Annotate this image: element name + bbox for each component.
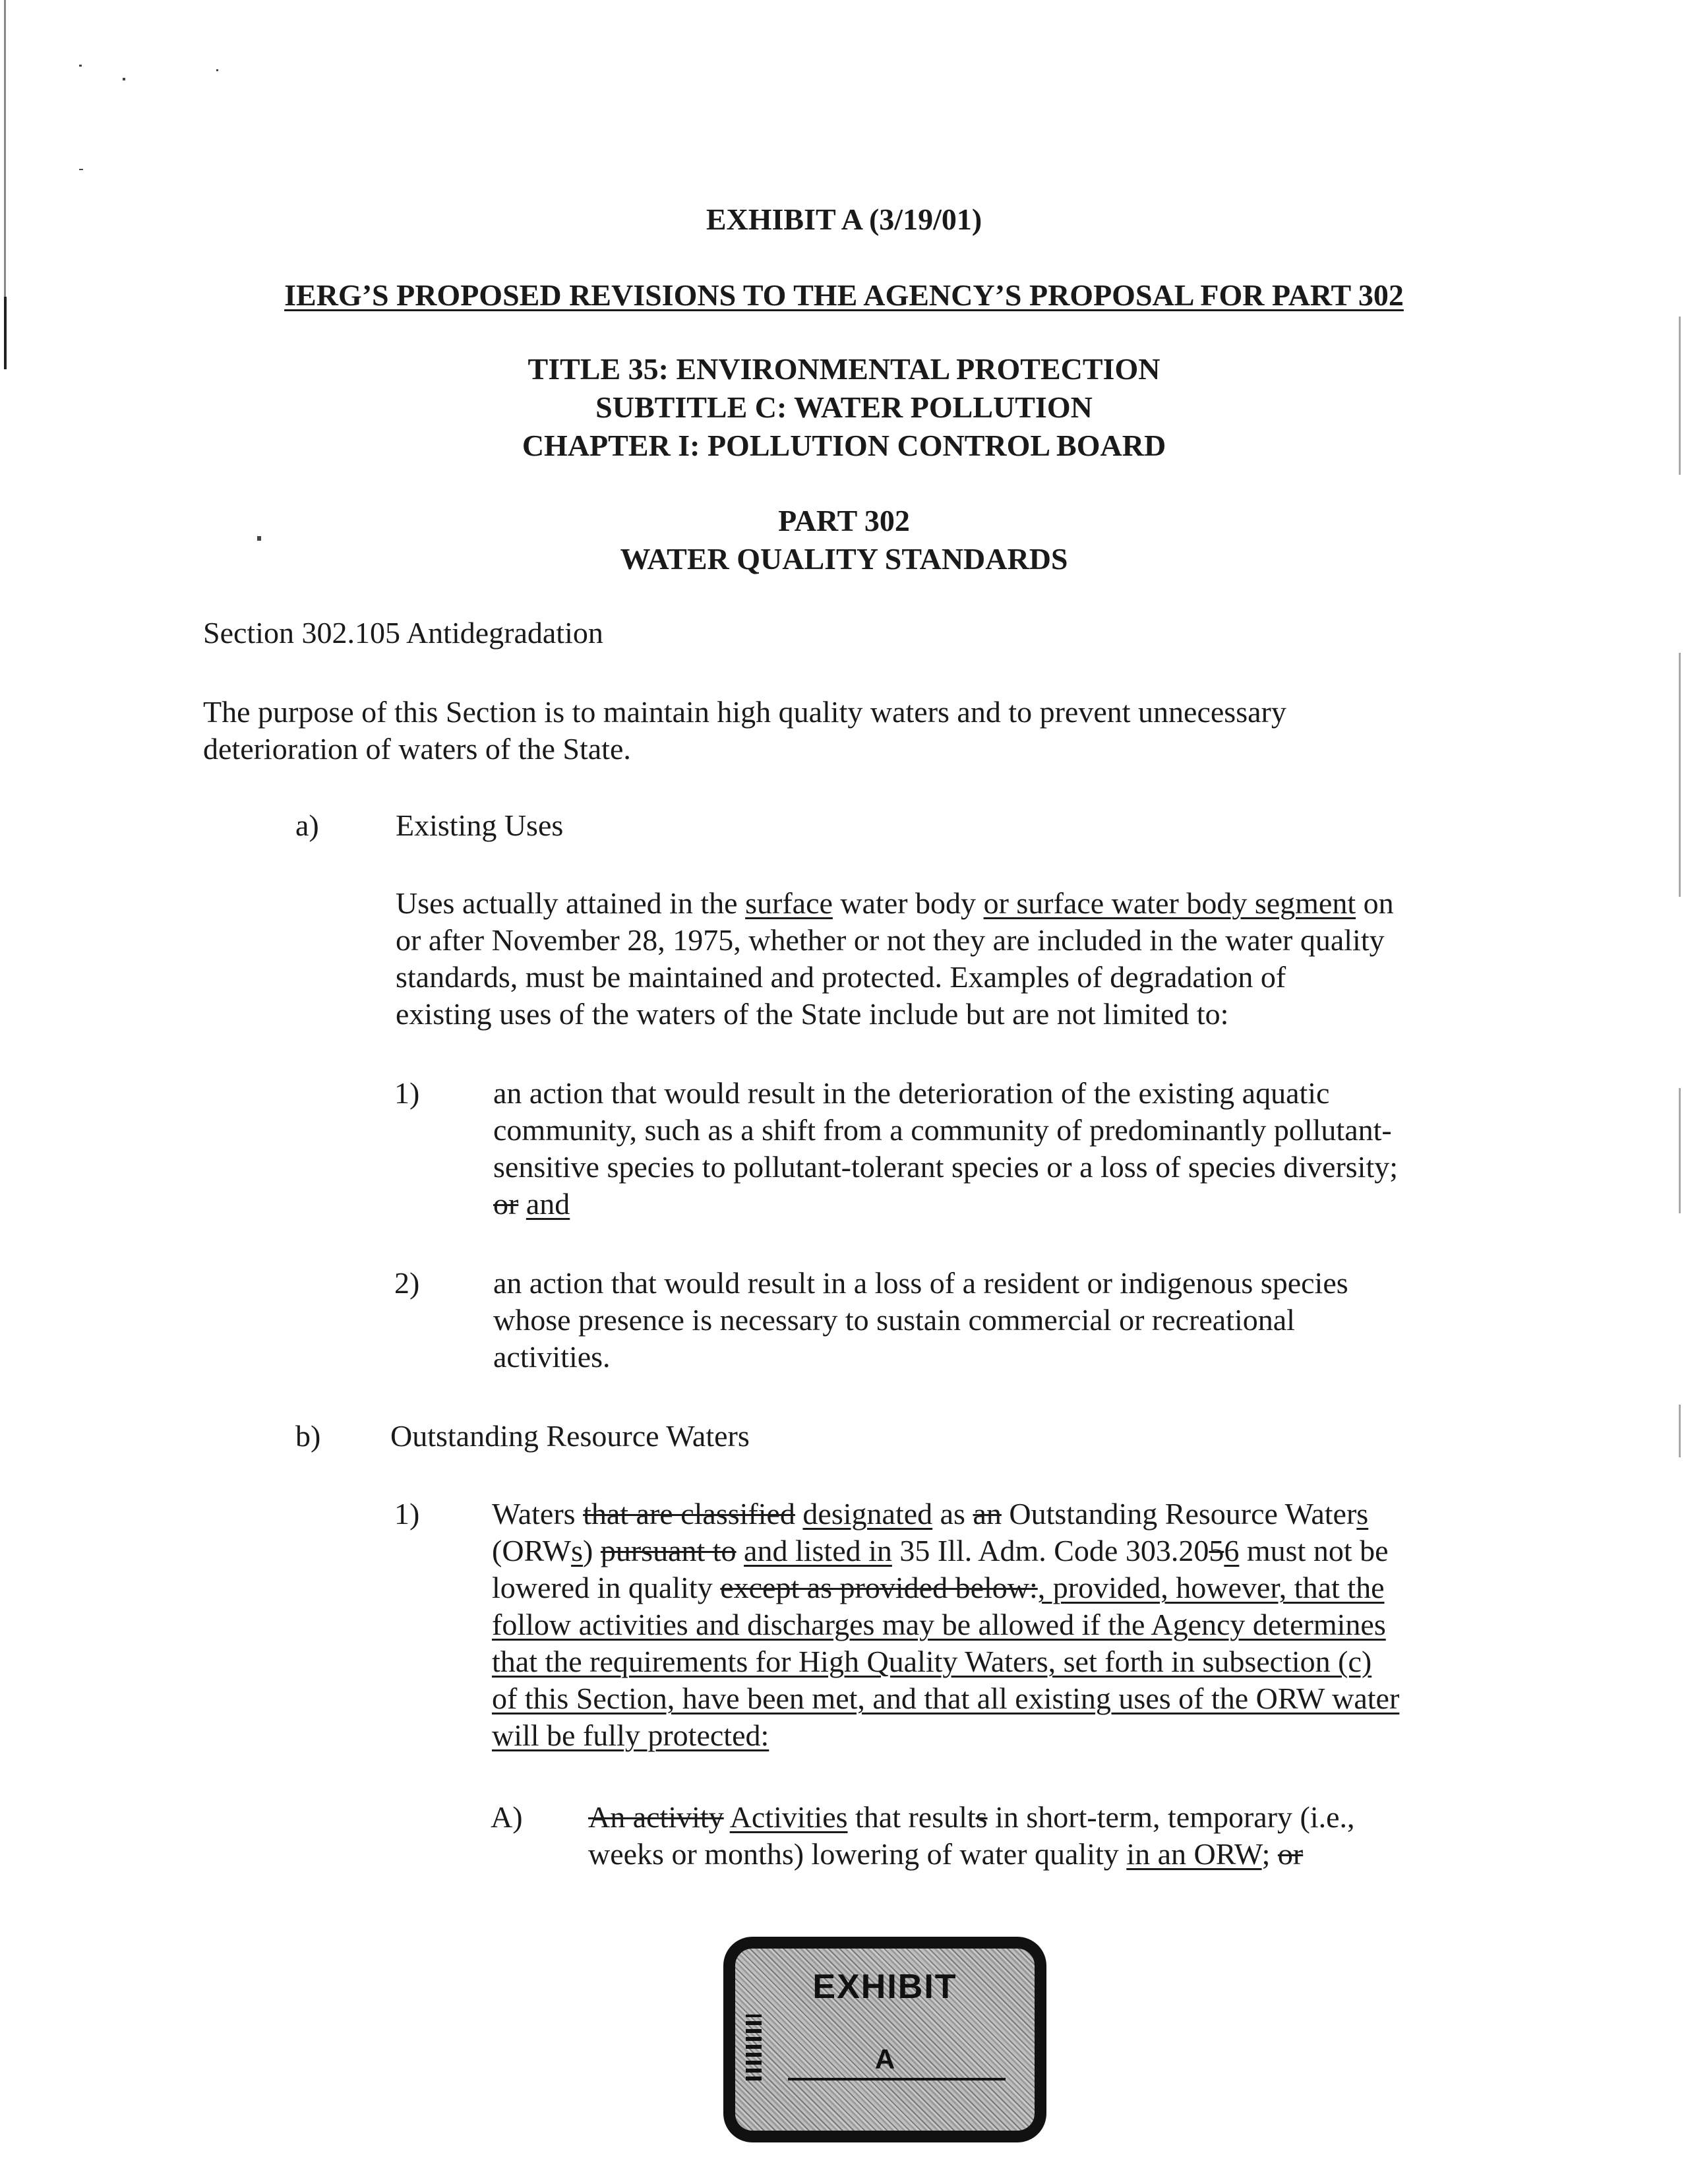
item-b1a-line-2: weeks or months) lowering of water quality in an ORW; or [588,1837,1304,1871]
scan-speck [1679,1088,1681,1213]
chapter-line: CHAPTER I: POLLUTION CONTROL BOARD [522,429,1166,462]
item-b1-number: 1) [394,1497,420,1531]
item-a1-line-1: an action that would result in the deterioration of the existing aquatic [493,1076,1330,1110]
subsection-a-line-2: or after November 28, 1975, whether or not they are included in the water quality [396,923,1385,957]
item-b1-line-6: of this Section, have been met, and that all existing uses of the ORW water [492,1682,1400,1715]
item-a2-line-3: activities. [493,1340,611,1374]
item-a1-line-2: community, such as a shift from a community of predominantly pollutant- [493,1113,1392,1147]
subsection-a-label: a) [295,808,319,842]
item-b1a-line-1: An activity Activities that results in short-term, temporary (i.e., [588,1800,1355,1834]
item-a1-line-4: or and [493,1187,570,1221]
stamp-letter: A [874,2044,895,2075]
subsection-a-heading: Existing Uses [396,808,564,842]
exhibit-stamp [723,1937,1046,2142]
scan-speck [1679,1405,1681,1457]
part-line: PART 302 [778,504,910,537]
item-a1-number: 1) [394,1076,420,1110]
section-heading: Section 302.105 Antidegradation [203,616,603,650]
part-name: WATER QUALITY STANDARDS [620,542,1068,576]
proposal-title: IERG’S PROPOSED REVISIONS TO THE AGENCY’S PROPOSAL FOR PART 302 [284,278,1404,312]
item-a2-line-2: whose presence is necessary to sustain commercial or recreational [493,1303,1295,1337]
item-b1-line-4: follow activities and discharges may be allowed if the Agency determines [492,1608,1386,1641]
item-b1-line-5: that the requirements for High Quality Waters, set forth in subsection (c) [492,1645,1372,1678]
item-b1-line-2: (ORWs) pursuant to and listed in 35 Ill. Adm. Code 303.2056 must not be [492,1534,1389,1567]
purpose-line-2: deterioration of waters of the State. [203,732,631,766]
subsection-b-heading: Outstanding Resource Waters [390,1419,750,1453]
subsection-b-label: b) [295,1419,321,1453]
item-a1-line-3: sensitive species to pollutant-tolerant species or a loss of species diversity; [493,1150,1399,1184]
exhibit-title: EXHIBIT A (3/19/01) [706,202,982,236]
title-line: TITLE 35: ENVIRONMENTAL PROTECTION [528,352,1160,386]
scan-speck [123,78,125,80]
subtitle-line: SUBTITLE C: WATER POLLUTION [595,390,1093,424]
item-b1-line-7: will be fully protected: [492,1718,769,1752]
item-b1a-number: A) [491,1800,523,1834]
stamp-word: EXHIBIT [812,1968,957,2006]
item-a2-line-1: an action that would result in a loss of a resident or indigenous species [493,1266,1348,1300]
subsection-a-line-3: standards, must be maintained and protected. Examples of degradation of [396,960,1286,994]
subsection-a-line-4: existing uses of the waters of the State include but are not limited to: [396,997,1229,1031]
scan-speck [216,69,218,71]
scan-speck [79,169,83,170]
item-b1-line-1: Waters that are classified designated as an Outstanding Resource Waters [492,1497,1369,1531]
scan-speck [79,65,82,67]
stamp-signature-line [788,2078,1006,2080]
item-a2-number: 2) [394,1266,420,1300]
item-b1-line-3: lowered in quality except as provided below:, provided, however, that the [492,1571,1385,1604]
scan-speck [1679,653,1681,897]
subsection-a-line-1: Uses actually attained in the surface water body or surface water body segment on [396,886,1394,920]
purpose-line-1: The purpose of this Section is to maintain high quality waters and to prevent unnecessary [203,695,1286,729]
